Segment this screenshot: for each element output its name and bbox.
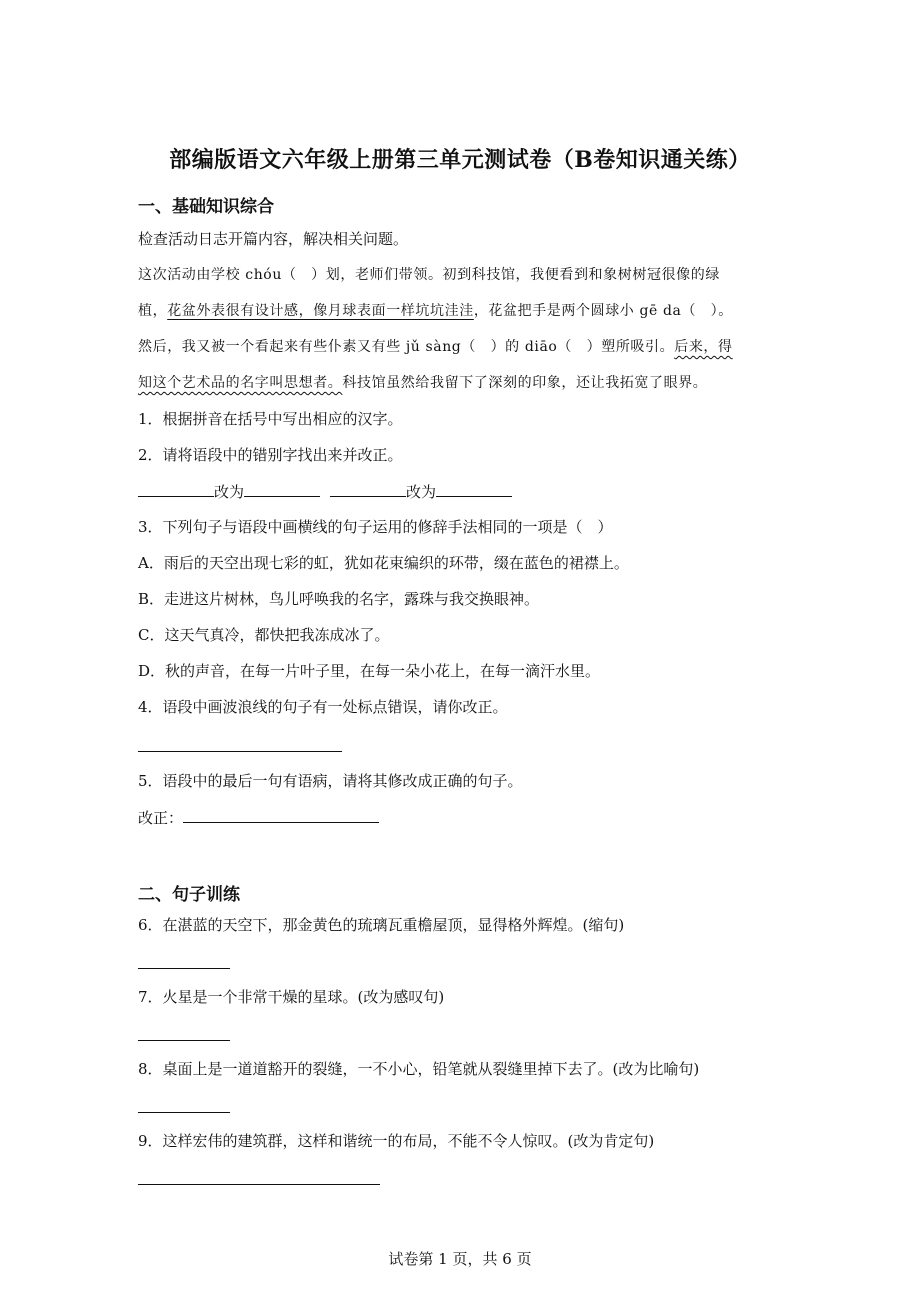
- question-8: 8．桌面上是一道道豁开的裂缝，一不小心，铅笔就从裂缝里掉下去了。(改为比喻句): [138, 1060, 700, 1078]
- question-4: 4．语段中画波浪线的句子有一处标点错误，请你改正。: [138, 698, 508, 716]
- correction-label: 改正：: [138, 809, 184, 827]
- answer-line-q4[interactable]: [138, 751, 342, 752]
- change-to-label: 改为: [214, 483, 245, 501]
- option-d[interactable]: D．秋的声音，在每一片叶子里，在每一朵小花上，在每一滴汗水里。: [138, 662, 601, 680]
- page-title: 部编版语文六年级上册第三单元测试卷（B卷知识通关练）: [169, 147, 751, 173]
- section-intro: 检查活动日志开篇内容，解决相关问题。: [138, 230, 409, 248]
- option-a[interactable]: A．雨后的天空出现七彩的虹，犹如花束编织的环带，缀在蓝色的裙襟上。: [138, 554, 629, 572]
- wavy-underlined-sentence: 后来，得: [674, 339, 733, 355]
- wavy-underlined-sentence: 知这个艺术品的名字叫思想者。: [138, 375, 343, 391]
- passage-line-4: [138, 373, 707, 393]
- correct-char-blank-1[interactable]: [244, 481, 320, 497]
- section-heading-basics: 一、基础知识综合: [138, 197, 274, 217]
- wrong-char-blank-2[interactable]: [330, 481, 406, 497]
- option-c[interactable]: C．这天气真冷，都快把我冻成冰了。: [138, 626, 390, 644]
- question-6: 6．在湛蓝的天空下，那金黄色的琉璃瓦重檐屋顶，显得格外辉煌。(缩句): [138, 916, 625, 934]
- question-5: 5．语段中的最后一句有语病，请将其修改成正确的句子。: [138, 772, 523, 790]
- passage-text: 科技馆虽然给我留下了深刻的印象，还让我拓宽了眼界。: [342, 375, 708, 391]
- question-3: 3．下列句子与语段中画横线的句子运用的修辞手法相同的一项是（ ）: [138, 518, 613, 536]
- question-7: 7．火星是一个非常干燥的星球。(改为感叹句): [138, 988, 445, 1006]
- passage-text: 植，: [138, 303, 168, 319]
- answer-line-q7[interactable]: [138, 1040, 230, 1041]
- passage-line-1: 这次活动由学校 chóu（ ）划，老师们带领。初到科技馆，我便看到和象树树冠很像的绿: [138, 267, 720, 283]
- wrong-char-blank-1[interactable]: [138, 481, 214, 497]
- change-to-label: 改为: [406, 483, 437, 501]
- section-heading-sentences: 二、句子训练: [138, 885, 240, 905]
- answer-line-q8[interactable]: [138, 1112, 230, 1113]
- question-2: 2．请将语段中的错别字找出来并改正。: [138, 446, 403, 464]
- answer-blank-q5[interactable]: [183, 807, 379, 823]
- question-9: 9．这样宏伟的建筑群，这样和谐统一的布局，不能不令人惊叹。(改为肯定句): [138, 1132, 655, 1150]
- passage-text: 然后，我又被一个看起来有些仆素又有些 jǔ sàng（ ）的 diāo（ ）塑所吸引。: [138, 339, 675, 355]
- correct-char-blank-2[interactable]: [436, 481, 512, 497]
- answer-row-q5: [138, 807, 379, 828]
- page-footer: 试卷第 1 页，共 6 页: [388, 1250, 532, 1268]
- straight-underlined-sentence: 花盆外表很有设计感，像月球表面一样坑坑洼洼: [167, 303, 474, 319]
- correction-blanks: [138, 481, 512, 502]
- passage-line-3: [138, 337, 733, 357]
- answer-line-q9[interactable]: [138, 1184, 380, 1185]
- option-b[interactable]: B．走进这片树林，鸟儿呼唤我的名字，露珠与我交换眼神。: [138, 590, 540, 608]
- passage-line-2: [138, 301, 733, 321]
- answer-line-q6[interactable]: [138, 968, 230, 969]
- passage-text: ，花盆把手是两个圆球小 gē da（ ）。: [473, 303, 733, 319]
- question-1: 1．根据拼音在括号中写出相应的汉字。: [138, 410, 403, 428]
